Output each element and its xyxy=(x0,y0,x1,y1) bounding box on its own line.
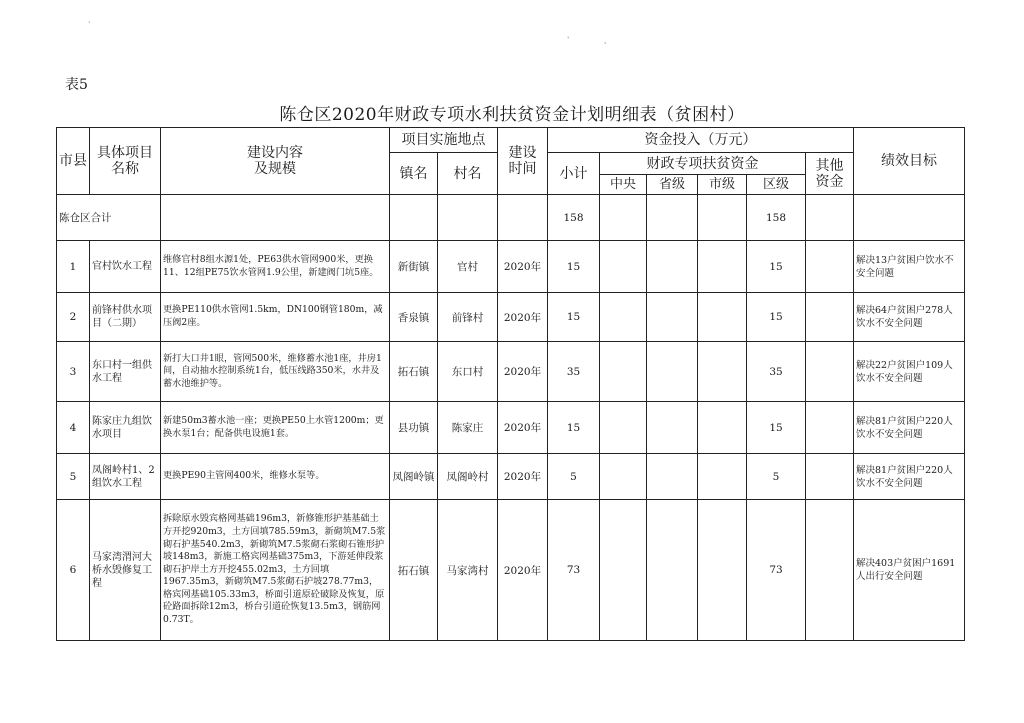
subtotal-value: 15 xyxy=(548,241,600,293)
table-row xyxy=(57,454,965,500)
performance-goal: 解决64户贫困户278人饮水不安全问题 xyxy=(854,293,965,342)
header-city: 市级 xyxy=(698,175,747,195)
district-value: 15 xyxy=(747,241,806,293)
build-time: 2020年 xyxy=(498,293,548,342)
scan-speck: · xyxy=(88,18,91,27)
project-name: 东口村一组供水工程 xyxy=(90,342,161,402)
header-time: 建设 时间 xyxy=(498,128,548,195)
total-subtotal: 158 xyxy=(548,195,600,241)
row-number: 5 xyxy=(57,454,90,500)
scan-speck: ˈ xyxy=(567,36,570,45)
project-name: 官村饮水工程 xyxy=(90,241,161,293)
header-fiscal: 财政专项扶贫资金 xyxy=(600,153,806,175)
performance-goal: 解决403户贫困户1691人出行安全问题 xyxy=(854,500,965,641)
document-label: 表5 xyxy=(65,77,88,93)
project-name: 前锋村供水项目（二期） xyxy=(90,293,161,342)
project-name: 凤阁岭村1、2组饮水工程 xyxy=(90,454,161,500)
table-row xyxy=(57,500,965,641)
total-row xyxy=(57,195,965,241)
village-name: 东口村 xyxy=(438,342,498,402)
total-label: 陈仓区合计 xyxy=(57,195,161,241)
table-row xyxy=(57,293,965,342)
subtotal-value: 35 xyxy=(548,342,600,402)
project-content: 拆除原水毁宾格网基础196m3，新修锥形护基基础土方开挖920m3，土方回填785.59m3，新砌筑M7.5浆砌石护基540.2m3，新砌筑M7.5浆砌石浆砌石锥形护坡148m3，新施工格宾网基础375m3，下游延伸段浆砌石护岸土方开挖455.02m3，土方回填1967.35m3，新砌筑M7.5浆砌石护坡278.77m3，格宾网基础105.33m3，桥面引道原砼破除及恢复，原砼路面拆除12m3，桥台引道砼恢复13.5m3，钢筋网0.73T。 xyxy=(161,500,390,641)
subtotal-value: 15 xyxy=(548,293,600,342)
build-time: 2020年 xyxy=(498,454,548,500)
town-name: 县功镇 xyxy=(390,402,438,454)
town-name: 新街镇 xyxy=(390,241,438,293)
district-value: 73 xyxy=(747,500,806,641)
village-name: 官村 xyxy=(438,241,498,293)
project-content: 新打大口井1眼，管网500米，维修蓄水池1座，井房1间，自动抽水控制系统1台，低压线路350米，水井及蓄水池维护等。 xyxy=(161,342,390,402)
town-name: 拓石镇 xyxy=(390,500,438,641)
build-time: 2020年 xyxy=(498,241,548,293)
row-number: 3 xyxy=(57,342,90,402)
project-content: 更换PE90主管网400米，维修水泵等。 xyxy=(161,454,390,500)
subtotal-value: 5 xyxy=(548,454,600,500)
build-time: 2020年 xyxy=(498,402,548,454)
total-district: 158 xyxy=(747,195,806,241)
village-name: 前锋村 xyxy=(438,293,498,342)
village-name: 陈家庄 xyxy=(438,402,498,454)
header-province: 省级 xyxy=(647,175,698,195)
subtotal-value: 73 xyxy=(548,500,600,641)
build-time: 2020年 xyxy=(498,500,548,641)
district-value: 15 xyxy=(747,293,806,342)
header-other: 其他 资金 xyxy=(806,153,854,195)
row-number: 4 xyxy=(57,402,90,454)
header-village: 村名 xyxy=(438,153,498,195)
table-row xyxy=(57,342,965,402)
document-title: 陈仓区2020年财政专项水利扶贫资金计划明细表（贫困村） xyxy=(279,105,745,125)
village-name: 凤阁岭村 xyxy=(438,454,498,500)
project-content: 新建50m3蓄水池一座；更换PE50上水管1200m；更换水泵1台；配备供电设施1套。 xyxy=(161,402,390,454)
table-row xyxy=(57,241,965,293)
project-content: 维修官村8组水源1处，PE63供水管网900米，更换11、12组PE75饮水管网1.9公里，新建阀门坑5座。 xyxy=(161,241,390,293)
project-content: 更换PE110供水管网1.5km，DN100钢管180m，减压阀2座。 xyxy=(161,293,390,342)
project-name: 马家湾渭河大桥水毁修复工程 xyxy=(90,500,161,641)
header-central: 中央 xyxy=(600,175,647,195)
header-goal: 绩效目标 xyxy=(854,128,965,195)
header-project-name: 具体项目 名称 xyxy=(90,128,161,195)
header-subtotal: 小计 xyxy=(548,153,600,195)
header-district: 区级 xyxy=(747,175,806,195)
town-name: 香泉镇 xyxy=(390,293,438,342)
build-time: 2020年 xyxy=(498,342,548,402)
row-number: 1 xyxy=(57,241,90,293)
performance-goal: 解决22户贫困户109人饮水不安全问题 xyxy=(854,342,965,402)
funding-table xyxy=(56,127,965,641)
row-number: 6 xyxy=(57,500,90,641)
header-location: 项目实施地点 xyxy=(390,128,498,153)
performance-goal: 解决81户贫困户220人饮水不安全问题 xyxy=(854,402,965,454)
header-funds: 资金投入（万元） xyxy=(548,128,854,153)
village-name: 马家湾村 xyxy=(438,500,498,641)
district-value: 15 xyxy=(747,402,806,454)
district-value: 5 xyxy=(747,454,806,500)
row-number: 2 xyxy=(57,293,90,342)
header-county: 市县 xyxy=(57,128,90,195)
subtotal-value: 15 xyxy=(548,402,600,454)
table-row xyxy=(57,402,965,454)
town-name: 凤阁岭镇 xyxy=(390,454,438,500)
header-town: 镇名 xyxy=(390,153,438,195)
performance-goal: 解决13户贫困户饮水不安全问题 xyxy=(854,241,965,293)
project-name: 陈家庄九组饮水项目 xyxy=(90,402,161,454)
town-name: 拓石镇 xyxy=(390,342,438,402)
header-content: 建设内容 及规模 xyxy=(161,128,390,195)
performance-goal: 解决81户贫困户220人饮水不安全问题 xyxy=(854,454,965,500)
scan-speck: ˌ xyxy=(604,36,607,45)
district-value: 35 xyxy=(747,342,806,402)
